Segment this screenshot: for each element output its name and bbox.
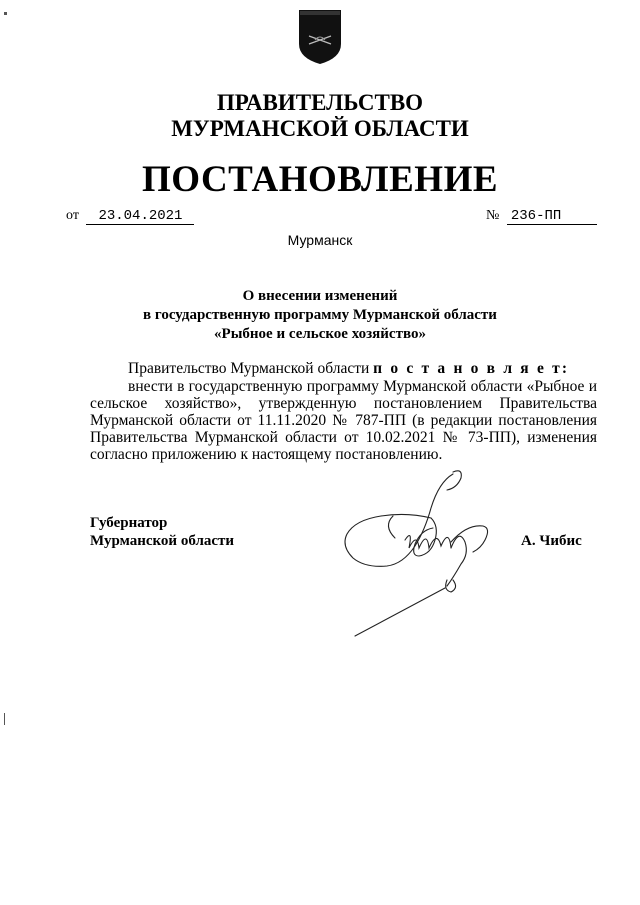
authority-name-line2: МУРМАНСКОЙ ОБЛАСТИ <box>171 116 469 141</box>
date-row <box>66 208 194 225</box>
body-paragraph: внести в государственную программу Мурманской области «Рыбное и сельское хозяйство», утвержденную постановлением Правительства Мурманской области от 11.11.2020 № 787-ПП (в редакции постановления Правительства Мурманской области от 10.02.2021 № 73-ПП), изменения согласно приложению к настоящему постановлению. <box>90 378 597 463</box>
signer-name: А. Чибис <box>521 533 582 549</box>
preamble-verb: п о с т а н о в л я е т: <box>373 360 570 377</box>
signer-role <box>90 514 234 550</box>
document-type-title: ПОСТАНОВЛЕНИЕ <box>141 159 499 200</box>
subject-line: «Рыбное и сельское хозяйство» <box>214 326 426 342</box>
preamble-subject: Правительство Мурманской области <box>128 360 370 377</box>
document-subject <box>0 287 640 344</box>
scan-mark <box>4 713 5 725</box>
date-prefix: от <box>66 208 79 223</box>
coat-of-arms-icon <box>297 8 343 66</box>
city-name: Мурманск <box>287 232 353 248</box>
document-date: 23.04.2021 <box>86 208 194 225</box>
scan-mark <box>4 12 7 15</box>
subject-line: в государственную программу Мурманской области <box>143 307 497 323</box>
signer-role-line: Мурманской области <box>90 533 235 549</box>
handwritten-signature-icon <box>335 468 520 640</box>
number-prefix: № <box>486 208 500 223</box>
authority-name-line1: ПРАВИТЕЛЬСТВО <box>216 90 424 115</box>
subject-line: О внесении изменений <box>242 288 398 304</box>
number-row <box>486 208 597 225</box>
signer-role-line: Губернатор <box>90 515 168 531</box>
preamble <box>128 360 569 378</box>
document-number: 236-ПП <box>507 208 597 225</box>
